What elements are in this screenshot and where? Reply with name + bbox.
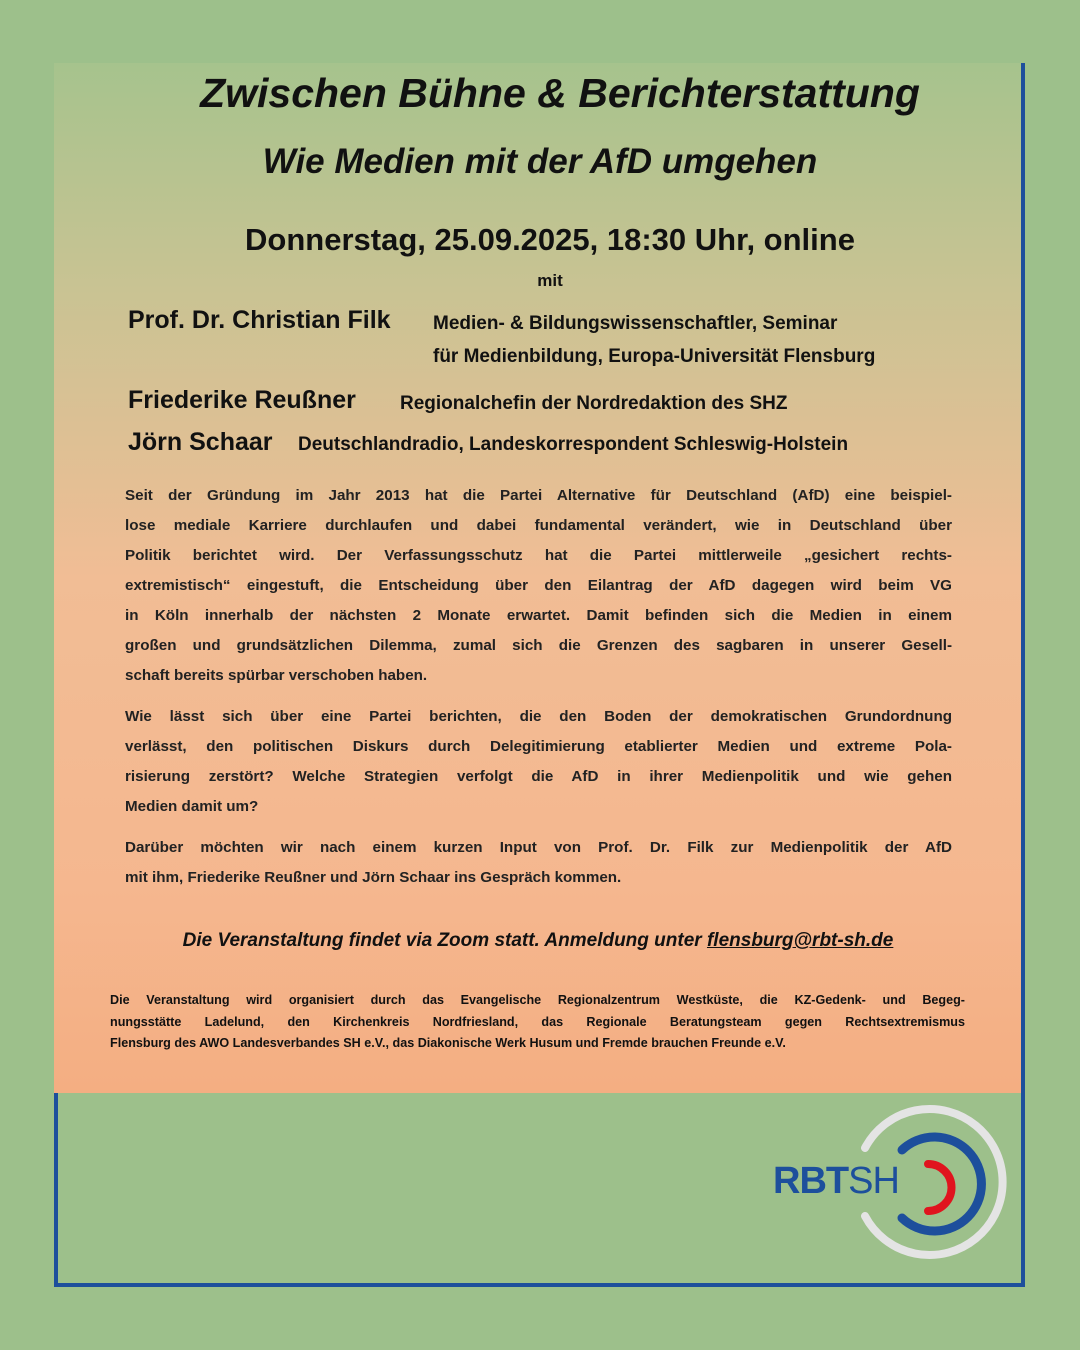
frame-border-left [54,1093,58,1287]
text-line: Politik berichtet wird. Der Verfassungsschutz hat die Partei mittlerweile „gesichert rechts- [125,547,952,564]
text-line: Medien damit um? [125,798,259,815]
text-line: Wie lässt sich über eine Partei berichten, die den Boden der demokratischen Grundordnung [125,708,952,725]
paragraph-intro [125,481,952,691]
text-line: in Köln innerhalb der nächsten 2 Monate erwartet. Damit befinden sich die Medien in einem [125,607,952,624]
speaker-role: Deutschlandradio, Landeskorrespondent Schleswig-Holstein [298,434,849,455]
text-line: Darüber möchten wir nach einem kurzen Input von Prof. Dr. Filk zur Medienpolitik der AfD [125,839,952,856]
text-line: mit ihm, Friederike Reußner und Jörn Schaar ins Gespräch kommen. [125,869,622,886]
text-line: Flensburg des AWO Landesverbandes SH e.V., das Diakonische Werk Husum und Fremde brauchen Freunde e.V. [110,1036,786,1050]
text-line: Seit der Gründung im Jahr 2013 hat die Partei Alternative für Deutschland (AfD) eine beispiel- [125,487,952,504]
speaker-role: Regionalchefin der Nordredaktion des SHZ [400,393,788,414]
speaker-role: Medien- & Bildungswissenschaftler, Seminar [433,313,838,334]
text-line: verlässt, den politischen Diskurs durch Delegitimierung etablierter Medien und extreme Pola- [125,738,952,755]
mit-label: mit [537,271,563,290]
frame-border-bottom [54,1283,1025,1287]
registration-note [0,930,1076,952]
logo-text: RBTSH [773,1160,899,1202]
organizers-note [110,990,965,1055]
paragraph-discussion [125,833,952,893]
poster-title: Zwischen Bühne & Berichterstattung [200,70,920,116]
speaker-name: Prof. Dr. Christian Filk [128,306,391,334]
registration-email-link[interactable]: flensburg@rbt-sh.de [706,930,894,951]
text-line: extremistisch“ eingestuft, die Entscheidung über den Eilantrag der AfD dagegen wird beim VG [125,577,952,594]
text-line: risierung zerstört? Welche Strategien verfolgt die AfD in ihrer Medienpolitik und wie gehen [125,768,952,785]
text-line: nungsstätte Ladelund, den Kirchenkreis Nordfriesland, das Regionale Beratungsteam gegen Rechtsextremismus [110,1014,965,1029]
registration-text: Die Veranstaltung findet via Zoom statt. Anmeldung unter [182,930,707,951]
text-line: schaft bereits spürbar verschoben haben. [125,667,428,684]
text-line: großen und grundsätzlichen Dilemma, zumal sich die Grenzen des sagbaren in unserer Gesell- [125,637,952,654]
text-line: Die Veranstaltung wird organisiert durch das Evangelische Regionalzentrum Westküste, die KZ-Gedenk- und Begeg- [110,993,965,1007]
rbtsh-logo [770,1100,1010,1270]
text-line: lose mediale Karriere durchlaufen und dabei fundamental verändert, wie in Deutschland über [125,517,952,534]
speaker-name: Jörn Schaar [128,428,273,456]
speaker-name: Friederike Reußner [128,386,356,414]
paragraph-questions [125,702,952,822]
poster-subtitle: Wie Medien mit der AfD umgehen [262,142,818,181]
event-date: Donnerstag, 25.09.2025, 18:30 Uhr, online [245,222,855,257]
speaker-role: für Medienbildung, Europa-Universität Flensburg [433,346,876,367]
